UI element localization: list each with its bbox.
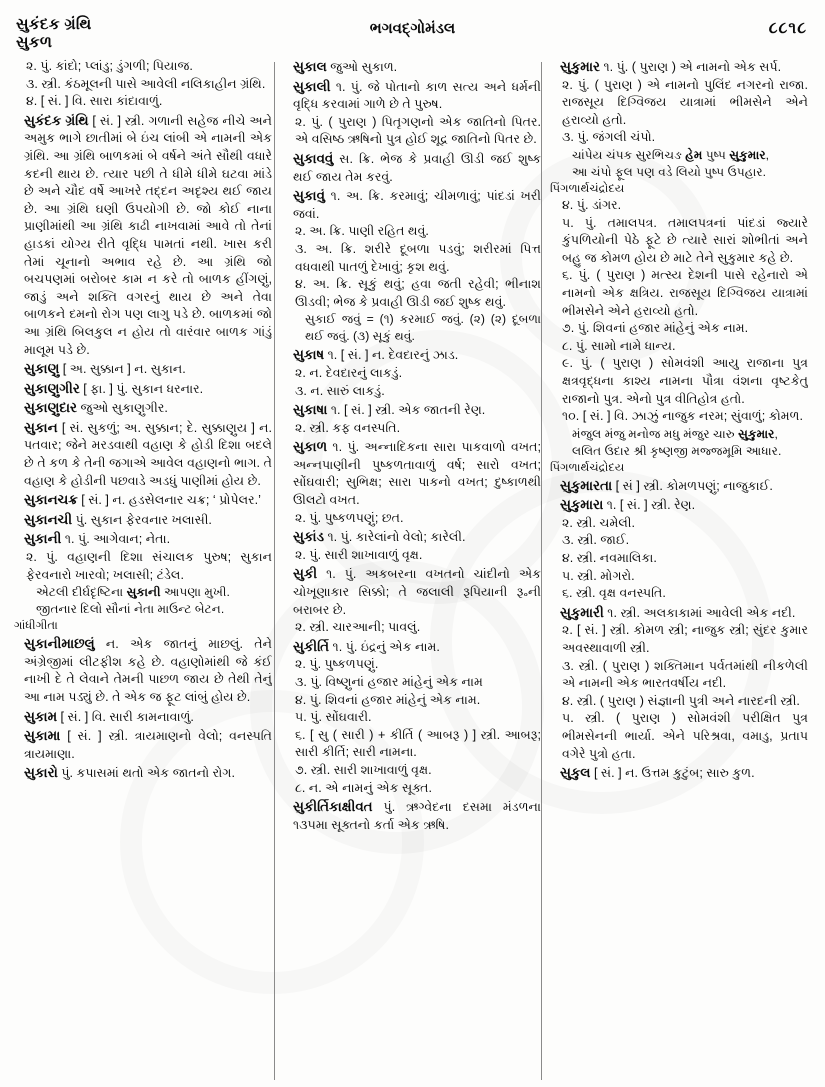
headword: સુકાવું — [293, 188, 325, 204]
headword: સુકીર્તિકાક્ષીવત — [293, 799, 373, 815]
entry-sense: ૨. સ્ત્રી. કફ વનસ્પતિ. — [295, 420, 401, 435]
entry-sense: ૪. પું. શિવનાં હજાર માંહેનું એક નામ. — [295, 692, 481, 707]
text-column-3 — [550, 58, 808, 1087]
entry-headword-line — [550, 764, 808, 783]
entry-headword-line — [283, 798, 541, 834]
entry-headword-line — [283, 346, 541, 365]
headword: સુકુમારા — [560, 497, 604, 513]
entry-sense: ૨. પું. વહાણની દિશા સંચાલક પુરુષ; સુકાન ફેરવનારો ખારવો; ખલાસી; ટંડેલ. — [26, 550, 272, 582]
dictionary-entry — [283, 638, 541, 797]
headword: સુકાણુ — [24, 361, 60, 377]
entry-definition: ૧. પું. અકબરના વખતનો ચાંદીનો એક ચોખૂણાકાર સિક્કો; તે જલાલી રૂપિયાની રૂ૰ની બરાબર છે. — [293, 567, 541, 617]
headword: સુકાની — [24, 531, 62, 547]
headword: સુકુલ — [560, 765, 591, 781]
headword: સુકામા — [24, 728, 61, 744]
dictionary-entry — [14, 727, 272, 763]
entry-definition: સ. ક્રિ. ભેજ કે પ્રવાહી ઊડી જઈ શુષ્ક થઈ જાય તેમ કરવું. — [293, 151, 541, 184]
entry-definition: ૧. પું. અન્નાદિકના સારા પાકવાળો વખત; અન્નપાણીની પુષ્કળતાવાળું વર્ષ; સારો વખત; સોંઘવારી; સુભિક્ષ; સારા પાકનો વખત; દુષ્કાળથી ઊલટો વખત. — [293, 440, 541, 508]
entry-headword-line — [14, 764, 272, 783]
quotation-source: ગાંધીગીતા — [14, 619, 58, 633]
entry-sense: ૯. પું. ( પુરાણ ) સોમવંશી આયુ રાજાના પુત્ર ક્ષત્રવૃદ્ધના કાશ્ય નામના પૌત્રા વંશના વૃષ્ટકેતુ રાજાનો પુત્ર. એનો પુત્ર વીતિહોત્ર હતો. — [562, 356, 808, 406]
entry-sense: ૨. પું. સારી શાખાવાળું વૃક્ષ. — [295, 547, 423, 562]
dictionary-entry — [283, 78, 541, 149]
headword: સુકાલ — [293, 59, 327, 74]
entry-quotation: જીતનાર દિલો સૌનાં નેતા માઉન્ટ બેટન. — [36, 602, 225, 617]
entry-sense: ૭. પું. શિવનાં હજાર માંહેનું એક નામ. — [562, 321, 749, 336]
headword: સુકાલી — [293, 78, 331, 94]
dictionary-entry — [14, 360, 272, 379]
entry-definition: [ સં. ] સ્ત્રી. ત્રાયમાણનો વેલો; વનસ્પતિ ત્રાયમાણા. — [24, 729, 272, 761]
entry-quotation: લલિત ઉદાર શ્રી કૃષ્ણજી મજ્જમૂમિ આધાર. — [572, 443, 782, 458]
headword: સુકાંડ — [293, 529, 324, 545]
entry-sense: ૭. સ્ત્રી. સારી શાખાવાળું વૃક્ષ. — [295, 762, 432, 777]
entry-headword-line — [283, 58, 541, 77]
dictionary-entry — [283, 346, 541, 400]
entry-definition: [ અ. સુક્કાન ] ન. સુકાન. — [62, 362, 186, 377]
dictionary-entry — [283, 528, 541, 564]
headword: સુકાળ — [293, 439, 328, 455]
entry-headword-line — [14, 399, 272, 418]
text-column-1 — [14, 58, 272, 1087]
entry-headword-line — [283, 401, 541, 420]
headword: સુકાણુદાર — [24, 400, 77, 416]
entry-sense: ૬. પું. ( પુરાણ ) મત્સ્ય દેશની પાસે રહેનારો એ નામનો એક ક્ષત્રિય. રાજસૂય દિગ્વિજય યાત્રામાં ભીમસેને એને હરાવ્યો હતો. — [562, 268, 808, 318]
dictionary-entry — [14, 112, 272, 359]
running-head-left-line1: સુકંદક ગ્રંથિ — [16, 16, 92, 33]
entry-headword-line — [550, 477, 808, 496]
headword: સુકુમારી — [560, 604, 604, 620]
entry-sense: ૫. પું. સોંઘવારી. — [295, 710, 372, 725]
page-title: ભગવદ્ગોમંડલ — [369, 20, 456, 37]
dictionary-entry — [550, 496, 808, 603]
entry-sense: ૩. ન. સારું લાકડું. — [295, 383, 385, 398]
entry-sense: ૫. સ્ત્રી. મોગરો. — [562, 568, 635, 583]
entry-sense: ૨. પું. પુષ્કળપણું; છત. — [295, 510, 404, 525]
entry-sense: ૮. ન. એ નામનું એક સૂક્ત. — [295, 780, 432, 795]
dictionary-entry — [14, 635, 272, 706]
dictionary-entry — [283, 150, 541, 186]
dictionary-entry — [14, 708, 272, 727]
entry-sense: ૨. ન. દેવદારનું લાકડું. — [295, 365, 403, 380]
headword: સુકામ — [24, 708, 58, 724]
entry-sense: ૪. અ. ક્રિ. સૂકું થવું; હવા જતી રહેવી; ભીનાશ ઊડવી; ભેજ કે પ્રવાહી ઊડી જઈ શુષ્ક થવું. — [295, 277, 541, 309]
column-container — [0, 58, 825, 1087]
entry-definition: [ સં. ] સ્ત્રી. ગળાની સહેજ નીચે અને અમુક ભાગે છાતીમાં બે ઇંચ લાંબી એ નામની એક ગ્રંથિ. આ ગ્રંથિ બાળકમાં બે વર્ષને અંતે સૌથી વધારે કદની થાય છે. ત્યાર પછી તે ધીમે ધીમે ઘટવા માંડે છે અને ચૌદ વર્ષે આખરે તદ્દન અદૃશ્ય થઈ જાય છે. આ ગ્રંથિ ઘણી ઉપયોગી છે. જો કોઈ નાના પ્રાણીમાંથી આ ગ્રંથિ કાઢી નાખવામાં આવે તો તેનાં હાડકાં યોગ્ય રીતે વૃદ્ધિ પામતાં નથી. ખાસ કરી તેમાં ચૂનાનો અભાવ રહે છે. આ ગ્રંથિ જો બચપણમાં બરોબર કામ ન કરે તો બાળક હીંગણું, જાડું અને શક્તિ વગરનું થાય છે અને તેવા બાળકને દમનો રોગ પણ લાગુ પડે છે. બાળકમાં જો આ ગ્રંથિ બિલકુલ ન હોય તો વારંવાર બાળક ગાંડું માલૂમ પડે છે. — [24, 113, 272, 357]
entry-sense: ૪. [ સં. ] વિ. સારા કાંદાવાળું. — [26, 94, 163, 109]
entry-headword-line — [14, 511, 272, 530]
entry-definition: પું. કપાસમાં થતો એક જાતનો રોગ. — [61, 766, 235, 781]
entry-headword-line — [283, 638, 541, 657]
dictionary-entry — [283, 438, 541, 527]
entry-definition: ૧. [ સં. ] સ્ત્રી. રેણ. — [606, 498, 696, 513]
headword: સુકાનચક્ર — [24, 492, 78, 508]
entry-definition: ૧. [ સં. ] ન. દેવદારનું ઝાડ. — [327, 348, 459, 363]
dictionary-entry — [283, 565, 541, 636]
entry-definition: ન. એક જાતનું માછલું. તેને અંગ્રેજીમાં લીટફીશ કહે છે. વહાણોમાંથી જે કંઈ નાખી દે તે લેવાને તેમની પાછળ જાય છે તેથી તેનું આ નામ પડ્યું છે. તે એક જ ફૂટ લાંબું હોય છે. — [24, 637, 272, 704]
entry-headword-line — [283, 150, 541, 186]
headword: સુકુમારતા — [560, 477, 613, 493]
entry-definition: [ સં. ] વિ. સારી કામનાવાળું. — [60, 709, 194, 724]
entry-headword-line — [550, 58, 808, 77]
entry-sense: ૨. પું. ( પુરાણ ) પિતૃગણનો એક જાતિનો પિતર. એ વસિષ્ઠ ઋષિનો પુત્ર હોઈ શૂદ્ર જાતિનો પિતર છે. — [295, 114, 541, 147]
entry-definition: જુઓ સુકાળ. — [330, 60, 398, 74]
entry-sense: ૮. પું. સામો નામે ધાન્ય. — [562, 338, 676, 353]
entry-sense: ૩. પું. વિષ્ણુનાં હજાર માંહેનું એક નામ — [295, 675, 483, 689]
entry-definition: ૧. પું. આગેવાન; નેતા. — [64, 532, 171, 547]
entry-quotation: એટલી દીર્ઘદૃષ્ટિના સુકાની આપણા મુખી. — [36, 585, 230, 600]
entry-headword-line — [283, 528, 541, 547]
entry-definition: [ ફા. ] પું. સુકાન ધરનાર. — [83, 381, 204, 396]
entry-sense: ૫. પું. તમાલપત્ર. તમાલપત્રનાં પાંદડાં જ્યારે કુંપળિયોની પેઠે ફૂટે છે ત્યારે સારાં શોભીતાં અને બહુ જ કોમળ હોય છે માટે તેને સુકુમાર કહે છે. — [562, 215, 808, 265]
column-divider — [274, 62, 275, 1080]
entry-sense: ૪. પું. ડાંગર. — [562, 197, 622, 212]
entry-quotation: મંજુલ મંજુ મનોજ મધુ મંજુર ચારુ સુકુમાર, — [572, 426, 778, 441]
dictionary-entry — [550, 764, 808, 783]
entry-sense: ૪. સ્ત્રી. ( પુરાણ ) સંજ્ઞાની પુત્રી અને નારદની સ્ત્રી. — [562, 693, 800, 708]
entry-sense: ૬. સ્ત્રી. વૃક્ષ વનસ્પતિ. — [562, 586, 666, 601]
entry-headword-line — [283, 78, 541, 114]
dictionary-entry — [550, 58, 808, 476]
entry-sense: ૩. અ. ક્રિ. શરીરે દૂબળા પડવું; શરીરમાં પિત્ત વધવાથી પાતળું દેખાવું; કૃશ થવું. — [295, 241, 541, 274]
headword: સુકી — [293, 566, 318, 582]
entry-sense: ૨. પું. ( પુરાણ ) એ નામનો પુલિંદ નગરનો રાજા. રાજસૂય દિગ્વિજય યાત્રામાં ભીમસેને એને હરાવ્યો હતો. — [562, 77, 808, 127]
entry-definition: પું. ઋગ્વેદના દસમા મંડળના ૧૩૫મા સૂક્તનો કર્તા એક ઋષિ. — [293, 800, 541, 832]
entry-headword-line — [14, 727, 272, 763]
page-header — [0, 0, 825, 58]
quotation-source: પિંગળાર્થચંદ્રોદય — [550, 181, 625, 195]
entry-quotation: આ ચંપો ફૂલ પણ વડે લિયો પુષ્પ ઉપહાર. — [572, 164, 767, 179]
entry-definition: [ સં. ] ન. ઉત્તમ કુટુંબ; સારુ કુળ. — [593, 766, 755, 781]
entry-sense: ૨. અ. ક્રિ. પાણી રહિત થવું. — [295, 224, 429, 239]
entry-sense: ૧૦. [ સં. ] વિ. ઝાઝું નાજુક નરમ; સુંવાળું; કોમળ. — [562, 409, 804, 424]
headword: સુકુમાર — [560, 59, 600, 74]
entry-headword-line — [14, 419, 272, 490]
dictionary-entry — [14, 511, 272, 530]
dictionary-entry — [550, 604, 808, 763]
headword: સુકાવવું — [293, 150, 334, 166]
entry-quotation: સુકાઈ જવું = (૧) કરમાઈ જવું. (૨) (૨) દૂબળા થઈ જવું. (૩) સૂકું થવું. — [305, 312, 541, 344]
dictionary-entry — [14, 380, 272, 399]
entry-definition: ૧. પું. ઇંદ્રનું એક નામ. — [332, 639, 440, 654]
headword: સુકંદક ગ્રંથિ — [24, 112, 89, 128]
entry-headword-line — [283, 565, 541, 619]
dictionary-entry — [14, 764, 272, 783]
dictionary-entry — [14, 419, 272, 490]
entry-sense: ૨. સ્ત્રી. ચારઆની; પાવલું. — [295, 620, 421, 635]
entry-headword-line — [550, 604, 808, 623]
dictionary-entry — [283, 401, 541, 437]
entry-headword-line — [14, 635, 272, 706]
entry-sense: ૩. સ્ત્રી. ( પુરાણ ) શક્તિમાન પર્વતમાંથી નીકળેલી એ નામની એક ભારતવર્ષીય નદી. — [562, 658, 808, 691]
dictionary-entry — [14, 58, 272, 111]
dictionary-entry — [283, 187, 541, 345]
entry-headword-line — [283, 438, 541, 509]
entry-headword-line — [14, 530, 272, 549]
running-head-left-line2: સુકળ — [16, 34, 53, 51]
entry-headword-line — [283, 187, 541, 223]
entry-sense: ૬. [ સુ ( સારી ) + કીર્તિ ( આબરૂ ) ] સ્ત્રી. આબરૂ; સારી કીર્તિ; સારી નામના. — [295, 727, 541, 760]
entry-definition: ૧. પું. જે પોતાનો કાળ સત્ય અને ધર્મની વૃદ્ધિ કરવામાં ગાળે છે તે પુરુષ. — [293, 79, 541, 112]
headword: સુકાન — [24, 419, 58, 435]
column-divider — [541, 62, 542, 1080]
entry-headword-line — [14, 112, 272, 359]
headword: સુકાણુગીર — [24, 380, 80, 396]
entry-definition: જુઓ સુકાણુગીર. — [80, 401, 168, 416]
entry-sense: ૩. સ્ત્રી. જાઈ. — [562, 533, 630, 548]
entry-sense: ૩. પું. જંગલી ચંપો. — [562, 130, 656, 145]
entry-definition: ૧. અ. ક્રિ. કરમાવું; ચીમળાવું; પાંદડાં ખરી જવાં. — [293, 189, 541, 221]
text-column-2 — [283, 58, 541, 1087]
headword: સુકાનીમાછલું — [24, 636, 95, 652]
entry-definition: ૧. સ્ત્રી. અલકાકામાં આવેલી એક નદી. — [607, 605, 796, 620]
entry-headword-line — [14, 708, 272, 727]
entry-headword-line — [14, 360, 272, 379]
dictionary-entry — [14, 399, 272, 418]
headword: સુકાષા — [293, 402, 328, 418]
entry-sense: ૨. પું. પુષ્કળપણું. — [295, 657, 379, 672]
entry-definition: [ સં ] સ્ત્રી. કોમળપણું; નાજુકાઈ. — [615, 478, 773, 493]
dictionary-entry — [550, 477, 808, 496]
entry-definition: ૧. પું. ( પુરાણ ) એ નામનો એક સર્પ. — [603, 60, 782, 74]
entry-headword-line — [14, 491, 272, 510]
quotation-source: પિંગળાર્થચંદ્રોદય — [550, 460, 625, 474]
dictionary-entry — [14, 491, 272, 510]
dictionary-entry — [283, 58, 541, 77]
entry-definition: [ સં. ] ન. હડસેલનાર ચક્ર; ‘ પ્રોપેલર.’ — [81, 493, 261, 508]
entry-headword-line — [550, 496, 808, 515]
entry-definition: [ સં. સુકળું; અ. સુક્કાન; દે. સુક્કાણુય ] ન. પતવાર; જેને મરડવાથી વહાણ કે હોડી દિશા બદલે છે તે કળ કે તેની જગાએ આવેલ વહાણનો ભાગ. તે વહાણ કે હોડીની પછવાડે અડધું પાણીમાં હોય છે. — [24, 420, 272, 488]
entry-quotation: ચાંપેય ચંપક સુરભિચઙ હેમ પુષ્પ સુકુમાર, — [572, 147, 770, 162]
entry-definition: ૧. પું. કારેલાંનો વેલો; કારેલી. — [327, 530, 466, 545]
dictionary-entry — [14, 530, 272, 634]
entry-sense: ૫. સ્ત્રી. ( પુરાણ ) સોમવંશી પરીક્ષિત પુત્ર ભીમસેનની ભાર્યા. એને પરિશ્રવા, વમાડુ, પ્રતાપ વગેરે પુત્રો હતા. — [562, 711, 808, 761]
headword: સુકાનચી — [24, 511, 73, 527]
dictionary-entry — [283, 798, 541, 834]
entry-sense: ૨. પું. કાંદો; પ્લાંડુ; ડુંગળી; પિયાજ. — [26, 59, 193, 73]
headword: સુકાષ — [293, 347, 325, 363]
entry-sense: ૨. [ સં. ] સ્ત્રી. કોમળ સ્ત્રી; નાજુક સ્ત્રી; સુંદર કુમાર અવસ્થાવાળી સ્ત્રી. — [562, 623, 808, 656]
page-number: ૮૮૧૮ — [768, 20, 807, 37]
entry-definition: ૧. [ સં. ] સ્ત્રી. એક જાતની રેણ. — [330, 403, 486, 418]
headword: સુકારો — [24, 765, 58, 781]
entry-sense: ૩. સ્ત્રી. કંઠમૂલની પાસે આવેલી નલિકાહીન ગ્રંથિ. — [26, 76, 266, 91]
entry-sense: ૪. સ્ત્રી. નવમાલિકા. — [562, 551, 657, 566]
entry-sense: ૨. સ્ત્રી. ચમેલી. — [562, 515, 635, 530]
headword: સુકીર્તિ — [293, 638, 330, 654]
entry-definition: પું. સુકાન ફેરવનાર ખલાસી. — [75, 512, 212, 527]
entry-headword-line — [14, 380, 272, 399]
